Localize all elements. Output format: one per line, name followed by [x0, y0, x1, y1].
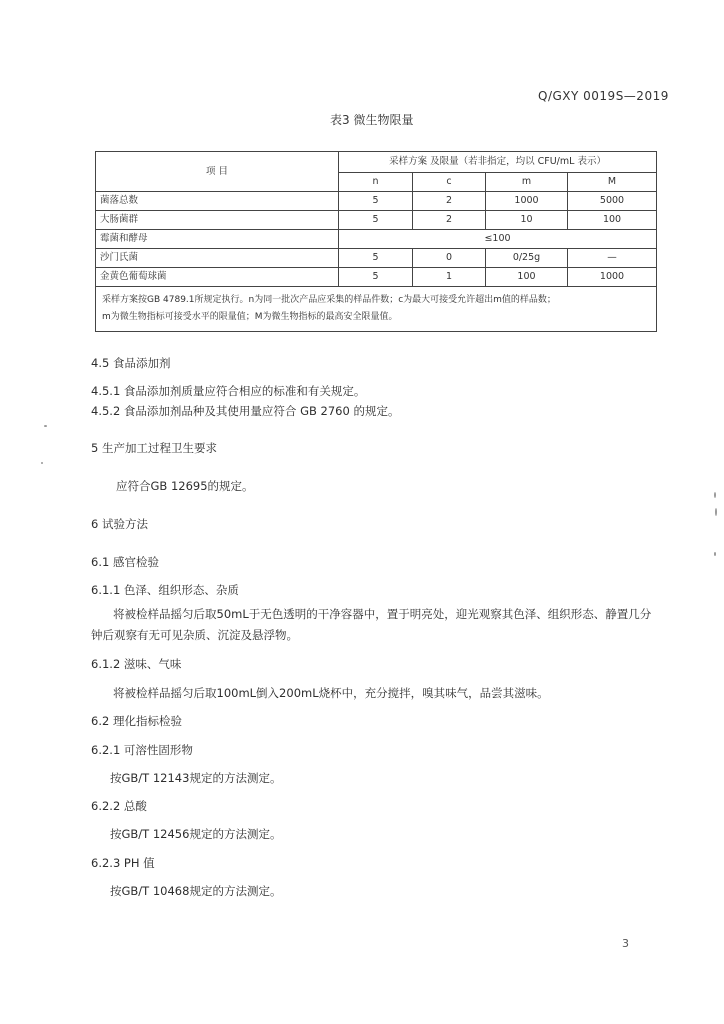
cell-merged-value: ≤100 [339, 230, 657, 249]
section-heading: 6.2 理化指标检验 [91, 714, 182, 728]
cell-value: 10 [486, 211, 568, 230]
scan-speck [44, 425, 47, 427]
col-header-n: n [339, 173, 413, 192]
scan-speck [714, 552, 716, 556]
cell-value: 2 [413, 211, 486, 230]
scan-speck [714, 492, 716, 498]
section-heading: 5 生产加工过程卫生要求 [91, 441, 217, 455]
table-row [96, 268, 657, 287]
col-header-c: c [413, 173, 486, 192]
table-row [96, 211, 657, 230]
table-row [96, 230, 657, 249]
document-code: Q/GXY 0019S—2019 [538, 89, 669, 103]
cell-value: — [568, 249, 657, 268]
col-header-m-upper: M [568, 173, 657, 192]
section-heading: 6.2.2 总酸 [91, 799, 147, 813]
scan-speck [41, 462, 43, 464]
clause-text: 按GB/T 10468规定的方法测定。 [110, 884, 282, 898]
col-header-m-lower: m [486, 173, 568, 192]
row-label: 金黄色葡萄球菌 [96, 268, 339, 287]
section-heading: 4.5 食品添加剂 [91, 356, 171, 370]
clause-text: 按GB/T 12456规定的方法测定。 [110, 827, 282, 841]
cell-value: 2 [413, 192, 486, 211]
section-heading: 6.1 感官检验 [91, 555, 159, 569]
clause-text: 将被检样品摇匀后取100mL倒入200mL烧杯中，充分搅拌，嗅其味气，品尝其滋味。 [113, 686, 549, 700]
table-note-line: m为微生物指标可接受水平的限量值；M为微生物指标的最高安全限量值。 [102, 312, 398, 322]
cell-value: 5 [339, 211, 413, 230]
section-heading: 6.1.1 色泽、组织形态、杂质 [91, 583, 239, 597]
cell-value: 0/25g [486, 249, 568, 268]
clause-text: 按GB/T 12143规定的方法测定。 [110, 771, 282, 785]
section-heading: 6 试验方法 [91, 517, 148, 531]
cell-value: 1 [413, 268, 486, 287]
row-label: 霉菌和酵母 [96, 230, 339, 249]
microbial-limits-table [95, 151, 657, 332]
clause-text: 将被检样品摇匀后取50mL于无色透明的干净容器中，置于明亮处，迎光观察其色泽、组织形态、静置几分钟后观察有无可见杂质、沉淀及悬浮物。 [91, 607, 652, 642]
row-label: 沙门氏菌 [96, 249, 339, 268]
cell-value: 100 [568, 211, 657, 230]
cell-value: 5 [339, 249, 413, 268]
section-heading: 6.1.2 滋味、气味 [91, 657, 182, 671]
section-heading: 6.2.3 PH 值 [91, 856, 155, 870]
table-note-line: 采样方案按GB 4789.1所规定执行。n为同一批次产品应采集的样品件数；c为最大可接受允许超出m值的样品数； [102, 295, 556, 305]
item-header: 项 目 [96, 152, 339, 192]
cell-value: 1000 [568, 268, 657, 287]
page-number: 3 [622, 937, 629, 950]
row-label: 菌落总数 [96, 192, 339, 211]
clause-text: 应符合GB 12695的规定。 [116, 479, 254, 493]
cell-value: 5000 [568, 192, 657, 211]
table-row [96, 192, 657, 211]
cell-value: 5 [339, 268, 413, 287]
cell-value: 1000 [486, 192, 568, 211]
row-label: 大肠菌群 [96, 211, 339, 230]
cell-value: 0 [413, 249, 486, 268]
table-note [96, 287, 657, 332]
cell-value: 5 [339, 192, 413, 211]
clause-text: 4.5.1 食品添加剂质量应符合相应的标准和有关规定。 [91, 384, 366, 398]
table-title: 表3 微生物限量 [330, 113, 414, 127]
cell-value: 100 [486, 268, 568, 287]
scan-speck [715, 508, 717, 516]
clause-text: 4.5.2 食品添加剂品种及其使用量应符合 GB 2760 的规定。 [91, 404, 400, 418]
table-row [96, 249, 657, 268]
section-heading: 6.2.1 可溶性固形物 [91, 743, 193, 757]
sampling-plan-header: 采样方案 及限量（若非指定，均以 CFU/mL 表示） [339, 152, 657, 173]
